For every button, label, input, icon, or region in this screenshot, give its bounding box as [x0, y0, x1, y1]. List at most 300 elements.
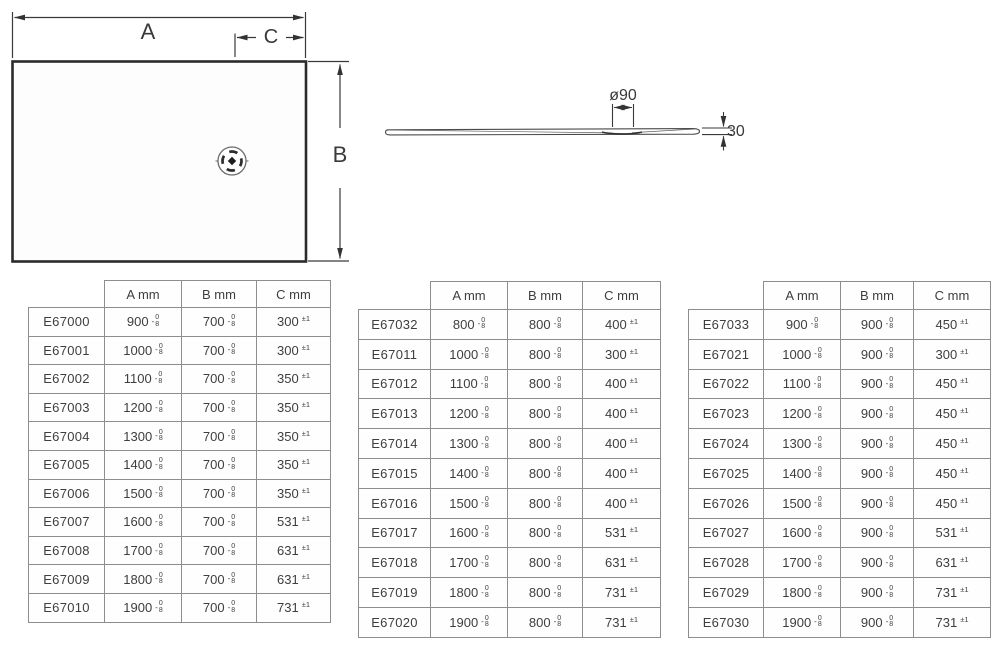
- product-code-cell: E67021: [689, 339, 764, 369]
- tolerance-stack: [886, 467, 894, 480]
- product-code-cell: E67002: [29, 365, 105, 394]
- tolerance-sign: -: [553, 468, 557, 478]
- dim-b-cell: [508, 429, 583, 459]
- tolerance-sign: -: [481, 438, 484, 448]
- tolerance-stack: [886, 318, 894, 331]
- tolerance-stack: [554, 526, 562, 539]
- dim-b-cell: [841, 458, 914, 488]
- tolerance-stack: [814, 586, 822, 599]
- dim-value: 900: [860, 525, 883, 541]
- tolerance-plus-minus: ±1: [960, 346, 969, 356]
- tolerance-plus-minus: ±1: [629, 346, 638, 356]
- tolerance-upper: 0: [557, 376, 562, 384]
- dim-value: 700: [202, 457, 225, 473]
- tolerance-lower: 8: [817, 502, 822, 510]
- tolerance-upper: 0: [814, 316, 819, 324]
- dim-a-cell: [105, 365, 182, 394]
- dim-value: 800: [528, 346, 551, 362]
- tolerance-upper: 0: [889, 346, 894, 354]
- tolerance-lower: 8: [484, 502, 489, 510]
- dim-value: 900: [785, 316, 808, 332]
- table-row: [689, 339, 991, 369]
- table-row: [689, 429, 991, 459]
- product-code-cell: E67030: [689, 607, 764, 637]
- table-row: [29, 593, 331, 622]
- dim-c-cell: [583, 607, 661, 637]
- dim-label-c: C: [263, 26, 279, 48]
- tolerance-sign: -: [480, 378, 484, 388]
- dim-value: 631: [605, 555, 627, 571]
- tolerance-lower: 8: [231, 520, 236, 528]
- dim-value: 731: [935, 614, 958, 630]
- tolerance-plus-minus: ±1: [960, 585, 969, 595]
- tolerance-lower: 8: [158, 349, 163, 357]
- dim-c-cell: [257, 336, 331, 365]
- table-row: [359, 369, 661, 399]
- dim-b-cell: [508, 399, 583, 429]
- tolerance-lower: 8: [231, 578, 236, 586]
- tolerance-upper: 0: [231, 542, 236, 550]
- dim-b-cell: [182, 422, 257, 451]
- tolerance-plus-minus: ±1: [629, 555, 638, 565]
- dim-value: 900: [860, 584, 883, 600]
- dim-value: 700: [202, 428, 225, 444]
- dim-value: 1300: [123, 428, 153, 444]
- dim-c-cell: [583, 399, 661, 429]
- dim-c-cell: [914, 399, 991, 429]
- tolerance-lower: 8: [817, 353, 822, 361]
- tolerance-stack: [814, 407, 822, 420]
- spec-table-800-series: [358, 281, 661, 638]
- tolerance-sign: -: [227, 402, 231, 412]
- tolerance-stack: [481, 616, 489, 629]
- dim-value: 700: [202, 371, 225, 387]
- tolerance-upper: 0: [889, 406, 894, 414]
- tolerance-sign: -: [477, 319, 481, 329]
- tolerance-lower: 8: [557, 382, 562, 390]
- tolerance-upper: 0: [231, 399, 236, 407]
- tolerance-lower: 8: [158, 406, 163, 414]
- tolerance-lower: 8: [817, 621, 822, 629]
- tolerance-lower: 8: [484, 561, 489, 569]
- dim-value: 700: [202, 485, 225, 501]
- tolerance-sign: -: [154, 373, 158, 383]
- tolerance-lower: 8: [557, 323, 562, 331]
- tolerance-upper: 0: [155, 314, 160, 322]
- tolerance-sign: -: [155, 602, 158, 612]
- tolerance-upper: 0: [231, 600, 236, 608]
- tolerance-sign: -: [810, 319, 814, 329]
- table-row: [689, 458, 991, 488]
- dim-value: 900: [860, 436, 883, 451]
- tolerance-stack: [886, 556, 894, 569]
- tolerance-upper: 0: [231, 457, 236, 465]
- tolerance-stack: [155, 601, 163, 614]
- tolerance-stack: [814, 526, 822, 539]
- dim-value: 900: [860, 406, 883, 422]
- tolerance-lower: 8: [817, 591, 822, 599]
- dim-b-cell: [182, 593, 257, 622]
- header-row: [359, 282, 661, 310]
- tolerance-lower: 8: [158, 578, 163, 586]
- table-row: [689, 399, 991, 429]
- dim-value: 1700: [449, 555, 479, 571]
- dim-value: 300: [277, 342, 299, 358]
- tolerance-lower: 8: [557, 502, 562, 510]
- dim-value: 531: [277, 514, 299, 530]
- tolerance-plus-minus: ±1: [960, 614, 969, 624]
- dim-value: 531: [605, 525, 627, 541]
- tolerance-lower: 8: [231, 606, 236, 614]
- dim-b-cell: [182, 450, 257, 479]
- tolerance-stack: [886, 616, 894, 629]
- tolerance-lower: 8: [481, 323, 486, 331]
- tolerance-stack: [814, 497, 822, 510]
- tolerance-stack: [554, 407, 562, 420]
- dim-value: 400: [605, 316, 627, 332]
- product-code-cell: E67008: [29, 536, 105, 565]
- tolerance-stack: [814, 556, 822, 569]
- tolerance-sign: -: [553, 408, 557, 418]
- tolerance-plus-minus: ±1: [301, 600, 310, 610]
- tolerance-lower: 8: [889, 323, 894, 331]
- tolerance-upper: 0: [231, 314, 236, 322]
- tolerance-sign: -: [553, 378, 557, 388]
- dim-value: 1900: [123, 600, 153, 616]
- table-row: [29, 393, 331, 422]
- dim-value: 1000: [782, 346, 812, 362]
- dim-value: 1900: [449, 614, 479, 630]
- tolerance-upper: 0: [231, 342, 236, 350]
- product-code-cell: E67004: [29, 422, 105, 451]
- product-code-cell: E67026: [689, 488, 764, 518]
- dim-value: 1500: [782, 495, 812, 511]
- dim-value: 800: [528, 555, 551, 571]
- table-row: [29, 365, 331, 394]
- product-code-cell: E67020: [359, 607, 431, 637]
- dim-a-cell: [105, 593, 182, 622]
- dim-a-cell: [764, 578, 841, 608]
- tolerance-stack: [886, 586, 894, 599]
- plan-view-drawing: [0, 0, 360, 270]
- dim-c-cell: [914, 578, 991, 608]
- tolerance-stack: [886, 526, 894, 539]
- dim-value: 450: [935, 406, 958, 422]
- tolerance-stack: [155, 487, 163, 500]
- dim-c-cell: [257, 308, 331, 337]
- tolerance-plus-minus: ±1: [629, 525, 638, 535]
- dim-value: 731: [605, 614, 627, 630]
- tolerance-sign: -: [151, 316, 155, 326]
- tolerance-lower: 8: [889, 353, 894, 361]
- dim-label-b: B: [332, 142, 348, 167]
- dim-b-cell: [841, 429, 914, 459]
- tolerance-stack: [155, 573, 163, 586]
- tolerance-stack: [814, 348, 822, 361]
- tolerance-lower: 8: [557, 561, 562, 569]
- tolerance-upper: 0: [158, 457, 163, 465]
- table-row: [359, 458, 661, 488]
- table-row: [689, 578, 991, 608]
- tolerance-stack: [152, 315, 160, 328]
- tolerance-upper: 0: [817, 376, 822, 384]
- dim-b-cell: [182, 565, 257, 594]
- dim-value: 1100: [782, 376, 811, 392]
- dim-value: 900: [860, 316, 883, 332]
- tolerance-plus-minus: ±1: [960, 436, 969, 446]
- tolerance-lower: 8: [484, 353, 489, 361]
- tolerance-upper: 0: [817, 465, 822, 473]
- dim-value: 800: [528, 406, 551, 422]
- dim-value: 631: [277, 571, 299, 587]
- col-header-b: B mm: [182, 281, 257, 308]
- tolerance-upper: 0: [158, 342, 163, 350]
- tolerance-plus-minus: ±1: [960, 555, 969, 565]
- tolerance-lower: 8: [158, 435, 163, 443]
- dim-b-cell: [841, 607, 914, 637]
- tolerance-sign: -: [885, 438, 889, 448]
- dim-value: 800: [452, 316, 475, 332]
- tolerance-lower: 8: [231, 492, 236, 500]
- tolerance-plus-minus: ±1: [301, 485, 310, 495]
- tolerance-plus-minus: ±1: [629, 316, 638, 326]
- dim-b-cell: [182, 308, 257, 337]
- dim-a-cell: [764, 548, 841, 578]
- dim-value: 350: [277, 400, 299, 416]
- tolerance-stack: [481, 556, 489, 569]
- dim-c-cell: [914, 518, 991, 548]
- tolerance-stack: [228, 344, 236, 357]
- dim-c-cell: [914, 607, 991, 637]
- table-row: [29, 479, 331, 508]
- tolerance-sign: -: [227, 316, 231, 326]
- dim-c-cell: [583, 369, 661, 399]
- tolerance-plus-minus: ±1: [960, 406, 969, 416]
- tolerance-plus-minus: ±1: [960, 495, 969, 505]
- profile-view-drawing: [380, 85, 760, 165]
- dim-c-cell: [914, 369, 991, 399]
- table-row: [29, 565, 331, 594]
- tolerance-stack: [478, 318, 486, 331]
- tolerance-stack: [554, 348, 562, 361]
- tolerance-sign: -: [553, 498, 557, 508]
- dim-value: 350: [277, 428, 299, 444]
- tolerance-lower: 8: [817, 472, 822, 480]
- tolerance-upper: 0: [889, 465, 894, 473]
- tolerance-plus-minus: ±1: [960, 465, 969, 475]
- tolerance-sign: -: [553, 349, 557, 359]
- dim-value: 1200: [449, 406, 479, 422]
- tolerance-sign: -: [481, 498, 484, 508]
- col-header-c: C mm: [583, 282, 661, 310]
- tolerance-lower: 8: [889, 502, 894, 510]
- tolerance-upper: 0: [889, 525, 894, 533]
- tolerance-stack: [814, 437, 822, 450]
- tolerance-plus-minus: ±1: [629, 436, 638, 446]
- tolerance-sign: -: [227, 516, 231, 526]
- tolerance-sign: -: [155, 574, 158, 584]
- dim-value: 1100: [123, 371, 152, 387]
- dim-value: 731: [277, 600, 299, 616]
- dim-c-cell: [257, 593, 331, 622]
- dim-value: 300: [277, 314, 299, 330]
- tolerance-upper: 0: [231, 485, 236, 493]
- tolerance-sign: -: [155, 345, 158, 355]
- dim-b-cell: [841, 310, 914, 340]
- tolerance-lower: 8: [557, 442, 562, 450]
- dim-label-drain-diameter: ø90: [609, 87, 637, 104]
- dim-value: 800: [528, 495, 551, 511]
- header-row: [29, 281, 331, 308]
- tolerance-sign: -: [481, 408, 484, 418]
- dimension-drain-diameter: [613, 104, 634, 127]
- dim-b-cell: [841, 488, 914, 518]
- tolerance-stack: [155, 458, 163, 471]
- tolerance-upper: 0: [484, 495, 489, 503]
- tolerance-stack: [228, 544, 236, 557]
- tolerance-stack: [886, 407, 894, 420]
- dim-value: 300: [935, 346, 958, 362]
- dim-value: 900: [126, 314, 149, 330]
- tolerance-lower: 8: [817, 531, 822, 539]
- col-header-a: A mm: [105, 281, 182, 308]
- tolerance-upper: 0: [557, 525, 562, 533]
- dim-b-cell: [841, 578, 914, 608]
- tolerance-upper: 0: [817, 495, 822, 503]
- tolerance-sign: -: [814, 438, 817, 448]
- tolerance-stack: [155, 344, 163, 357]
- dim-value: 800: [528, 376, 551, 392]
- col-header-a: A mm: [764, 282, 841, 310]
- tolerance-lower: 8: [231, 406, 236, 414]
- tolerance-sign: -: [553, 438, 557, 448]
- dim-c-cell: [914, 310, 991, 340]
- tolerance-sign: -: [481, 527, 484, 537]
- dim-value: 400: [605, 406, 627, 422]
- tolerance-upper: 0: [557, 435, 562, 443]
- dim-value: 1500: [449, 495, 479, 511]
- dim-value: 1800: [449, 584, 479, 600]
- dim-b-cell: [508, 458, 583, 488]
- tolerance-sign: -: [155, 459, 158, 469]
- tolerance-upper: 0: [484, 406, 489, 414]
- product-code-cell: E67003: [29, 393, 105, 422]
- tolerance-upper: 0: [231, 371, 236, 379]
- dim-a-cell: [764, 458, 841, 488]
- dim-a-cell: [431, 458, 508, 488]
- dim-a-cell: [105, 308, 182, 337]
- dim-b-cell: [508, 518, 583, 548]
- tolerance-lower: 8: [484, 621, 489, 629]
- tolerance-stack: [554, 437, 562, 450]
- tolerance-sign: -: [227, 488, 231, 498]
- dim-value: 800: [528, 465, 551, 481]
- dim-c-cell: [583, 429, 661, 459]
- tolerance-plus-minus: ±1: [301, 543, 310, 553]
- tolerance-lower: 8: [231, 349, 236, 357]
- table-row: [359, 488, 661, 518]
- tolerance-sign: -: [814, 527, 817, 537]
- tolerance-lower: 8: [231, 320, 236, 328]
- dim-a-cell: [431, 369, 508, 399]
- tolerance-plus-minus: ±1: [960, 316, 969, 326]
- tolerance-stack: [554, 467, 562, 480]
- tolerance-sign: -: [885, 378, 889, 388]
- product-code-cell: E67005: [29, 450, 105, 479]
- dim-value: 1900: [782, 614, 812, 630]
- col-header-c: C mm: [914, 282, 991, 310]
- tolerance-sign: -: [553, 587, 557, 597]
- dim-value: 1200: [782, 406, 812, 422]
- tolerance-sign: -: [814, 349, 817, 359]
- dim-c-cell: [914, 429, 991, 459]
- dim-a-cell: [105, 565, 182, 594]
- tolerance-upper: 0: [484, 555, 489, 563]
- tolerance-lower: 8: [817, 442, 822, 450]
- dim-value: 800: [528, 316, 551, 332]
- tolerance-lower: 8: [817, 382, 822, 390]
- tolerance-lower: 8: [817, 412, 822, 420]
- tolerance-stack: [554, 586, 562, 599]
- tolerance-lower: 8: [889, 621, 894, 629]
- tolerance-plus-minus: ±1: [960, 525, 969, 535]
- dim-b-cell: [841, 339, 914, 369]
- tolerance-upper: 0: [158, 371, 163, 379]
- dim-value: 800: [528, 436, 551, 451]
- tolerance-stack: [481, 526, 489, 539]
- dim-c-cell: [914, 488, 991, 518]
- tolerance-plus-minus: ±1: [301, 571, 310, 581]
- dim-value: 700: [202, 542, 225, 558]
- col-header-b: B mm: [841, 282, 914, 310]
- tolerance-sign: -: [481, 587, 484, 597]
- product-code-cell: E67006: [29, 479, 105, 508]
- profile-view-svg: [380, 85, 760, 165]
- tolerance-sign: -: [885, 468, 889, 478]
- dim-a-cell: [764, 488, 841, 518]
- tolerance-sign: -: [155, 488, 158, 498]
- dim-value: 1600: [123, 514, 153, 530]
- product-code-cell: E67029: [689, 578, 764, 608]
- tolerance-upper: 0: [484, 435, 489, 443]
- tolerance-upper: 0: [484, 465, 489, 473]
- tolerance-stack: [155, 544, 163, 557]
- dim-c-cell: [583, 339, 661, 369]
- tolerance-lower: 8: [484, 442, 489, 450]
- tolerance-sign: -: [885, 527, 889, 537]
- tolerance-upper: 0: [557, 316, 562, 324]
- tolerance-stack: [228, 401, 236, 414]
- product-code-cell: E67000: [29, 308, 105, 337]
- dim-b-cell: [182, 336, 257, 365]
- product-code-cell: E67033: [689, 310, 764, 340]
- dim-c-cell: [583, 458, 661, 488]
- dim-c-cell: [914, 339, 991, 369]
- product-code-cell: E67010: [29, 593, 105, 622]
- tolerance-lower: 8: [231, 549, 236, 557]
- tolerance-upper: 0: [817, 346, 822, 354]
- product-code-cell: E67011: [359, 339, 431, 369]
- product-code-cell: E67028: [689, 548, 764, 578]
- dim-a-cell: [105, 450, 182, 479]
- tolerance-upper: 0: [158, 600, 163, 608]
- dim-c-cell: [583, 488, 661, 518]
- dim-value: 700: [202, 314, 225, 330]
- dim-value: 1400: [123, 457, 153, 473]
- dim-value: 700: [202, 600, 225, 616]
- corner-header-cell: [29, 281, 105, 308]
- tolerance-sign: -: [885, 498, 889, 508]
